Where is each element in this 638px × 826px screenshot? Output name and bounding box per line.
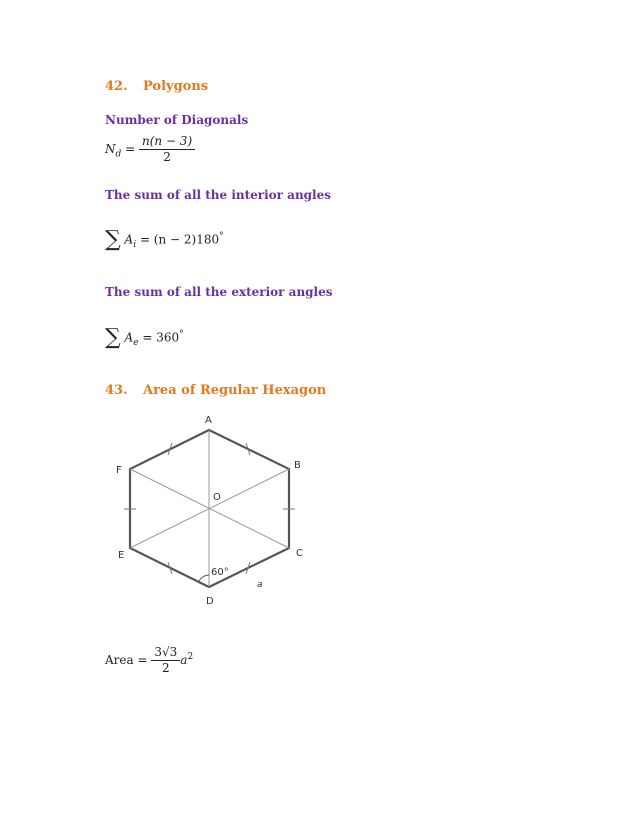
area-var: a [180, 653, 188, 667]
section-42-heading [105, 79, 208, 94]
area-exponent: 2 [187, 652, 194, 662]
vertex-label-F: F [116, 465, 122, 476]
section-number: 42. [105, 79, 128, 94]
center-label: O [213, 492, 221, 503]
sigma-symbol: ∑ [105, 227, 121, 252]
section-43-heading [105, 383, 326, 398]
interior-heading: The sum of all the interior angles [105, 188, 332, 202]
formula-lhs-subscript: d [115, 149, 122, 160]
fraction-numerator: n(n − 3) [139, 134, 195, 150]
formula-rhs: = 360 [142, 330, 180, 345]
vertex-label-D: D [206, 596, 214, 607]
diagonals-heading: Number of Diagonals [105, 113, 249, 127]
formula-fraction [139, 134, 195, 165]
vertex-label-B: B [294, 460, 301, 471]
vertex-label-A: A [205, 415, 212, 426]
section-title: Area of Regular Hexagon [143, 383, 327, 398]
hexagon-diagram [100, 405, 330, 615]
vertex-label-C: C [296, 548, 303, 559]
area-label: Area = [105, 653, 148, 667]
section-title: Polygons [143, 79, 209, 94]
formula-var-subscript: i [133, 239, 137, 250]
interior-formula [105, 227, 224, 252]
fraction-denominator: 2 [163, 150, 171, 164]
sigma-symbol: ∑ [105, 325, 121, 350]
degree-symbol: ° [219, 231, 224, 242]
formula-var: A [124, 232, 134, 247]
formula-var: A [124, 330, 134, 345]
area-denominator: 2 [162, 661, 170, 675]
area-fraction [151, 645, 180, 676]
area-numerator: 3√3 [151, 645, 180, 661]
degree-symbol: ° [179, 329, 184, 340]
formula-rhs: = (n − 2)180 [139, 232, 220, 247]
side-label: a [257, 580, 263, 590]
exterior-heading: The sum of all the exterior angles [105, 285, 333, 299]
formula-equals: = [125, 142, 136, 156]
vertex-label-E: E [118, 550, 125, 561]
exterior-formula [105, 325, 184, 350]
formula-lhs: N [105, 142, 116, 156]
section-number: 43. [105, 383, 128, 398]
area-formula [105, 645, 193, 676]
angle-arc [199, 575, 209, 581]
angle-label: 60° [211, 567, 229, 578]
diagonals-formula [105, 134, 195, 165]
formula-var-subscript: e [133, 337, 139, 348]
